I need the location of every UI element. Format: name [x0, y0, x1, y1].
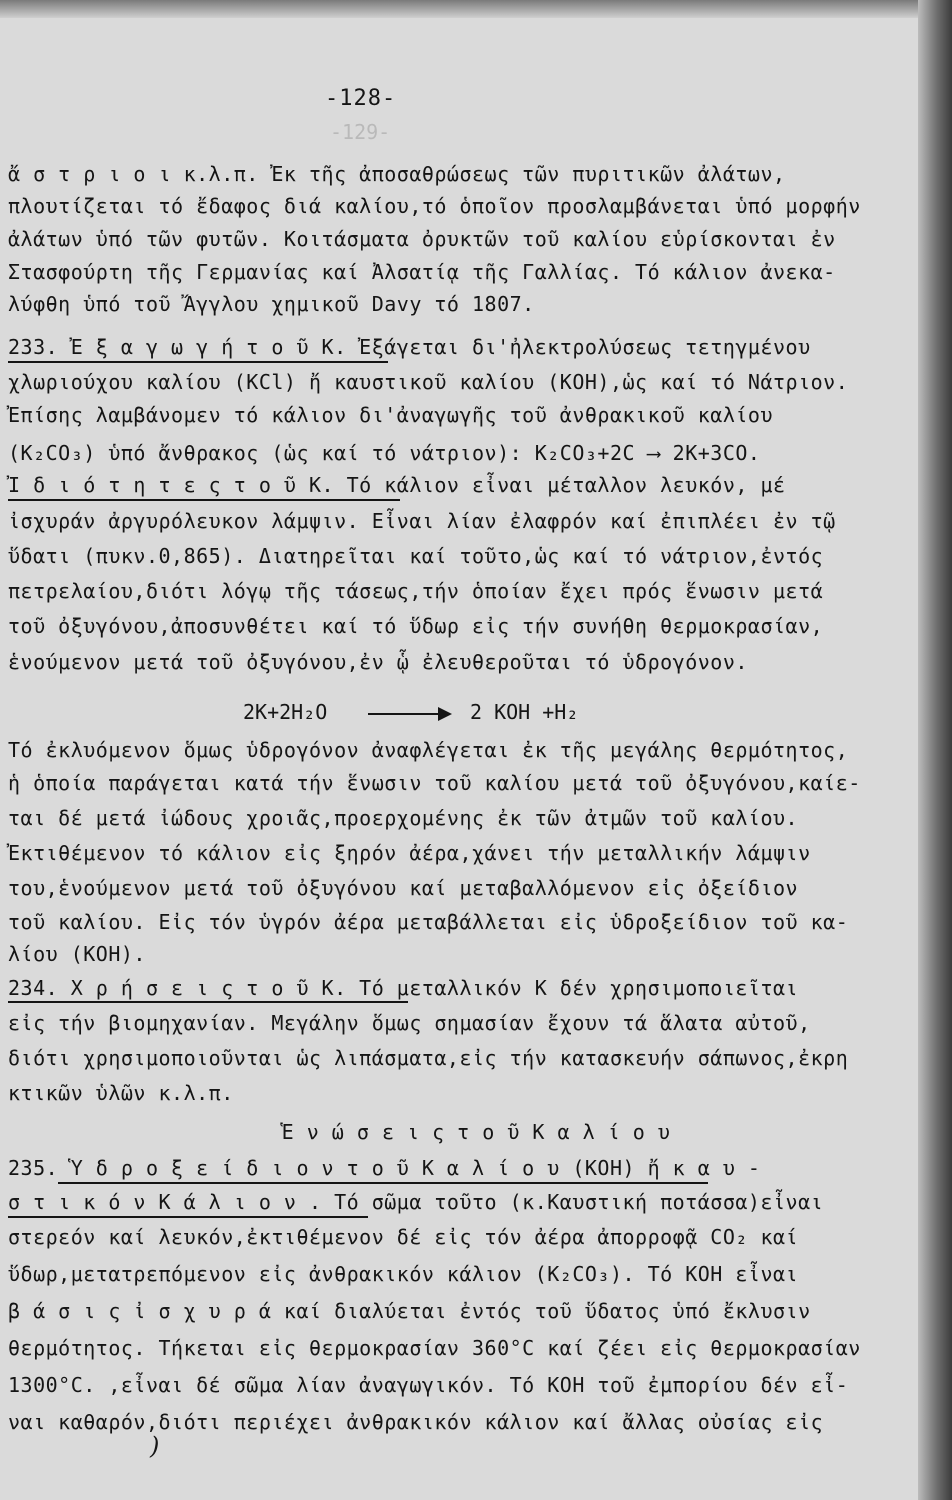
text-line: ἡ ὁποία παράγεται κατά τήν ἕνωσιν τοῦ καλίου μετά τοῦ ὀξυγόνου,καίε- — [8, 771, 861, 795]
text-line: εἰς τήν βιομηχανίαν. Μεγάλην ὅμως σημασίαν ἔχουν τά ἅλατα αὐτοῦ, — [8, 1011, 811, 1035]
text-line: διότι χρησιμοποιοῦνται ὡς λιπάσματα,εἰς τήν κατασκευήν σάπωνος,ἐκρη — [8, 1046, 849, 1070]
text-line: ται δέ μετά ἰώδους χροιᾶς,προερχομένης ἐκ τῶν ἀτμῶν τοῦ καλίου. — [8, 806, 799, 830]
text-line: Τό ἐκλυόμενον ὅμως ὑδρογόνον ἀναφλέγεται ἐκ τῆς μεγάλης θερμότητος, — [8, 738, 849, 762]
reaction-arrow — [368, 713, 450, 715]
text-line: ὕδωρ,μετατρεπόμενον εἰς ἀνθρακικόν κάλιον (K₂CO₃). Τό KOH εἶναι — [8, 1262, 799, 1286]
text-line: 1300°C. ,εἶναι δέ σῶμα λίαν ἀναγωγικόν. Τό KOH τοῦ ἐμπορίου δέν εἶ- — [8, 1373, 849, 1397]
text-line: Στασφούρτη τῆς Γερμανίας καί Ἀλσατίᾳ τῆς Γαλλίας. Τό κάλιον ἀνεκα- — [8, 260, 836, 284]
text-line: πετρελαίου,διότι λόγῳ τῆς τάσεως,τήν ὁποίαν ἔχει πρός ἕνωσιν μετά — [8, 579, 824, 603]
text-line: λίου (KOH). — [8, 942, 146, 966]
section-heading: Ἑ ν ώ σ ε ι ς τ ο ῦ Κ α λ ί ο υ — [281, 1120, 671, 1144]
text-line: ἰσχυράν ἀργυρόλευκον λάμψιν. Εἶναι λίαν ἐλαφρόν καί ἐπιπλέει ἐν τῷ — [8, 509, 836, 533]
text-line: πλουτίζεται τό ἔδαφος διά καλίου,τό ὁποῖον προσλαμβάνεται ὑπό μορφήν — [8, 194, 861, 218]
text-line: του,ἑνούμενον μετά τοῦ ὀξυγόνου καί μεταβαλλόμενον εἰς ὀξείδιον — [8, 876, 799, 900]
text-line: ἀλάτων ὑπό τῶν φυτῶν. Κοιτάσματα ὀρυκτῶν τοῦ καλίου εὑρίσκονται ἐν — [8, 227, 836, 251]
text-line: στερεόν καί λευκόν,ἐκτιθέμενον δέ εἰς τόν ἀέρα ἀπορροφᾷ CO₂ καί — [8, 1225, 799, 1249]
text-line: χλωριούχου καλίου (KCl) ἤ καυστικοῦ καλίου (KOH),ὡς καί τό Νάτριον. — [8, 370, 849, 394]
text-line: ναι καθαρόν,διότι περιέχει ἀνθρακικόν κάλιον καί ἄλλας οὐσίας εἰς — [8, 1410, 824, 1434]
text-line: λύφθη ὑπό τοῦ Ἄγγλου χημικοῦ Davy τό 1807. — [8, 292, 535, 316]
equation-right-side: 2 KOH +H₂ — [470, 700, 579, 724]
heading-underline — [8, 1216, 368, 1218]
section-234-heading-line: 234. Χ ρ ή σ ε ι ς τ ο ῦ Κ. Τό μεταλλικόν Κ δέν χρησιμοποιεῖται — [8, 976, 799, 1000]
text-line: Ἐκτιθέμενον τό κάλιον εἰς ξηρόν ἀέρα,χάνει τήν μεταλλικήν λάμψιν — [8, 841, 811, 865]
heading-underline — [58, 1182, 708, 1184]
bleed-through-page-number: -129- — [330, 120, 391, 144]
text-line: τοῦ ὀξυγόνου,ἀποσυνθέτει καί τό ὕδωρ εἰς τήν συνήθη θερμοκρασίαν, — [8, 614, 824, 638]
text-line: τοῦ καλίου. Εἰς τόν ὑγρόν ἀέρα μεταβάλλεται εἰς ὑδροξείδιον τοῦ κα- — [8, 910, 849, 934]
text-line: ὕδατι (πυκν.0,865). Διατηρεῖται καί τοῦτο,ὡς καί τό νάτριον,ἐντός — [8, 544, 824, 568]
text-line: ἑνούμενον μετά τοῦ ὀξυγόνου,ἐν ᾧ ἐλευθεροῦται τό ὑδρογόνον. — [8, 650, 748, 674]
scan-right-edge — [918, 0, 952, 1500]
text-line: Ἐπίσης λαμβάνομεν τό κάλιον δι'ἀναγωγῆς τοῦ ἀνθρακικοῦ καλίου — [8, 403, 774, 427]
section-properties-heading-line: Ἰ δ ι ό τ η τ ε ς τ ο ῦ Κ. Τό κάλιον εἶναι μέταλλον λευκόν, μέ — [8, 473, 786, 497]
text-line: σ τ ι κ ό ν Κ ά λ ι ο ν . Τό σῶμα τοῦτο (κ.Καυστική ποτάσσα)εἶναι — [8, 1190, 824, 1214]
scan-top-edge — [0, 0, 952, 18]
page-number: -128- — [325, 86, 397, 111]
text-line: θερμότητος. Τήκεται εἰς θερμοκρασίαν 360°C καί ζέει εἰς θερμοκρασίαν — [8, 1336, 861, 1360]
text-line: κτικῶν ὑλῶν κ.λ.π. — [8, 1081, 234, 1105]
text-line: β ά σ ι ς ἰ σ χ υ ρ ά καί διαλύεται ἐντός τοῦ ὕδατος ὑπό ἔκλυσιν — [8, 1299, 811, 1323]
text-line: (K₂CO₃) ὑπό ἄνθρακος (ὡς καί τό νάτριον): K₂CO₃+2C ⟶ 2K+3CO. — [8, 441, 761, 465]
section-235-heading-line: 235. Ὑ δ ρ ο ξ ε ί δ ι ο ν τ ο ῦ Κ α λ ί ο υ (KOH) ἤ κ α υ - — [8, 1156, 761, 1180]
heading-underline — [8, 361, 388, 363]
handwritten-mark: ) — [150, 1432, 160, 1460]
heading-underline — [8, 499, 400, 501]
heading-underline — [8, 1001, 408, 1003]
text-line: ἄ σ τ ρ ι ο ι κ.λ.π. Ἐκ τῆς ἀποσαθρώσεως τῶν πυριτικῶν ἀλάτων, — [8, 162, 786, 186]
section-233-heading-line: 233. Ἐ ξ α γ ω γ ή τ ο ῦ Κ. Ἐξάγεται δι'ἠλεκτρολύσεως τετηγμένου — [8, 335, 811, 359]
equation-left-side: 2K+2H₂O — [243, 700, 328, 724]
